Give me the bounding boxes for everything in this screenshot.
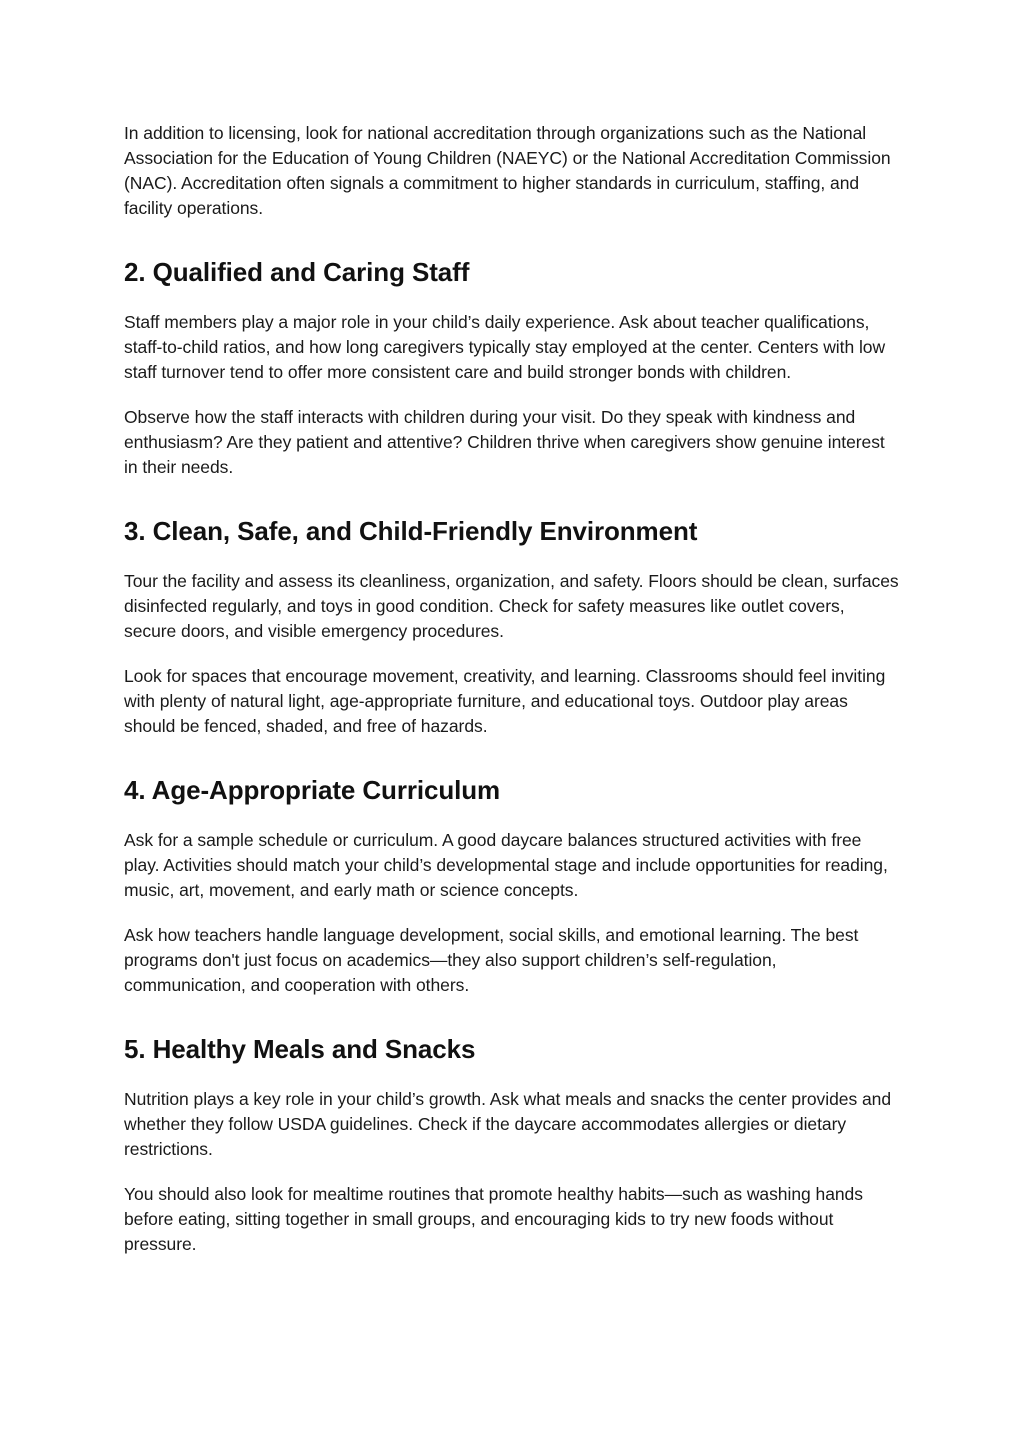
section-heading-qualified-staff: 2. Qualified and Caring Staff <box>124 257 470 287</box>
section-paragraph: Nutrition plays a key role in your child’s growth. Ask what meals and snacks the center provides and whether they follow USDA guidelines. Check if the daycare accommodates allergies or dietary restrictions. <box>124 1089 892 1159</box>
document-page <box>124 121 900 1257</box>
section-paragraph: Tour the facility and assess its cleanliness, organization, and safety. Floors should be clean, surfaces disinfected regularly, and toys in good condition. Check for safety measures like outlet covers, secure doors, and visible emergency procedures. <box>124 571 899 641</box>
section-heading-environment: 3. Clean, Safe, and Child-Friendly Environment <box>124 516 698 546</box>
section-heading-curriculum: 4. Age-Appropriate Curriculum <box>124 775 501 805</box>
section-paragraph: Staff members play a major role in your child’s daily experience. Ask about teacher qualifications, staff-to-child ratios, and how long caregivers typically stay employed at the center. Centers with low staff turnover tend to offer more consistent care and build stronger bonds with children. <box>124 312 886 382</box>
intro-paragraph: In addition to licensing, look for national accreditation through organizations such as the National Association for the Education of Young Children (NAEYC) or the National Accreditation Commission (NAC). Accreditation often signals a commitment to higher standards in curriculum, staffing, and facility operations. <box>124 123 891 218</box>
section-paragraph: Observe how the staff interacts with children during your visit. Do they speak with kindness and enthusiasm? Are they patient and attentive? Children thrive when caregivers show genuine interest in their needs. <box>124 407 885 477</box>
section-paragraph: Ask for a sample schedule or curriculum. A good daycare balances structured activities with free play. Activities should match your child’s developmental stage and include opportunities for reading, music, art, movement, and early math or science concepts. <box>124 830 888 900</box>
section-paragraph: Look for spaces that encourage movement, creativity, and learning. Classrooms should feel inviting with plenty of natural light, age-appropriate furniture, and educational toys. Outdoor play areas should be fenced, shaded, and free of hazards. <box>124 666 886 736</box>
section-paragraph: Ask how teachers handle language development, social skills, and emotional learning. The best programs don't just focus on academics—they also support children’s self-regulation, communication, and cooperation with others. <box>124 925 859 995</box>
section-paragraph: You should also look for mealtime routines that promote healthy habits—such as washing hands before eating, sitting together in small groups, and encouraging kids to try new foods without pressure. <box>124 1184 863 1254</box>
section-heading-meals: 5. Healthy Meals and Snacks <box>124 1034 476 1064</box>
